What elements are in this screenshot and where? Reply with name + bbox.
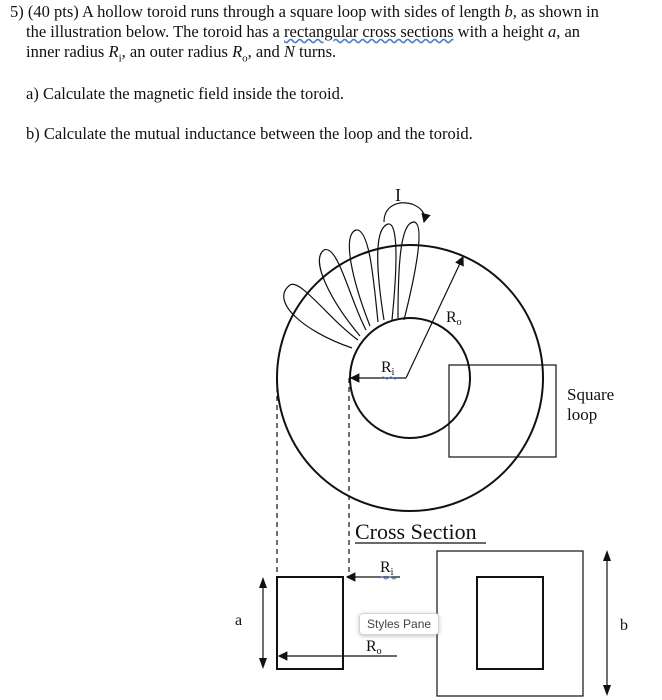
- cs-ro-label: Ro: [366, 638, 382, 657]
- a-arrow-top: [259, 577, 267, 588]
- toroid-windings: [284, 222, 419, 348]
- problem-line-1: 5) (40 pts) A hollow toroid runs through a square loop with sides of length b, as shown in: [10, 2, 599, 21]
- square-loop-outer: [437, 551, 583, 696]
- b-arrow-bottom: [603, 685, 611, 696]
- problem-line-3: inner radius $R_i$, an outer radius $R_o$, and N turns.: [26, 42, 337, 65]
- cs-ri-label: Ri: [380, 559, 394, 578]
- question-a: a) Calculate the magnetic field inside the toroid.: [26, 84, 344, 103]
- current-arrow: [384, 203, 425, 222]
- cross-section-rect: [277, 577, 343, 669]
- problem-line-2: the illustration below. The toroid has a rectangular cross sections with a height a, an: [26, 22, 581, 41]
- ri-label: Ri: [381, 359, 395, 378]
- square-loop-label-1: Square: [567, 385, 615, 404]
- spelling-underlined-text: rectangular cross sections: [284, 22, 454, 41]
- current-label: I: [395, 185, 401, 205]
- a-label: a: [235, 612, 243, 629]
- square-loop-label-2: loop: [567, 405, 598, 424]
- b-label: b: [620, 617, 628, 634]
- b-arrow-top: [603, 550, 611, 561]
- styles-pane-tooltip: Styles Pane: [359, 613, 439, 635]
- question-b: b) Calculate the mutual inductance between the loop and the toroid.: [26, 124, 473, 143]
- square-loop: [449, 365, 556, 457]
- a-arrow-bottom: [259, 658, 267, 669]
- cross-section-title: Cross Section: [355, 519, 477, 544]
- square-loop-toroid-section: [477, 577, 543, 669]
- ro-label: Ro: [446, 309, 462, 328]
- toroid-outer-circle: [277, 245, 543, 511]
